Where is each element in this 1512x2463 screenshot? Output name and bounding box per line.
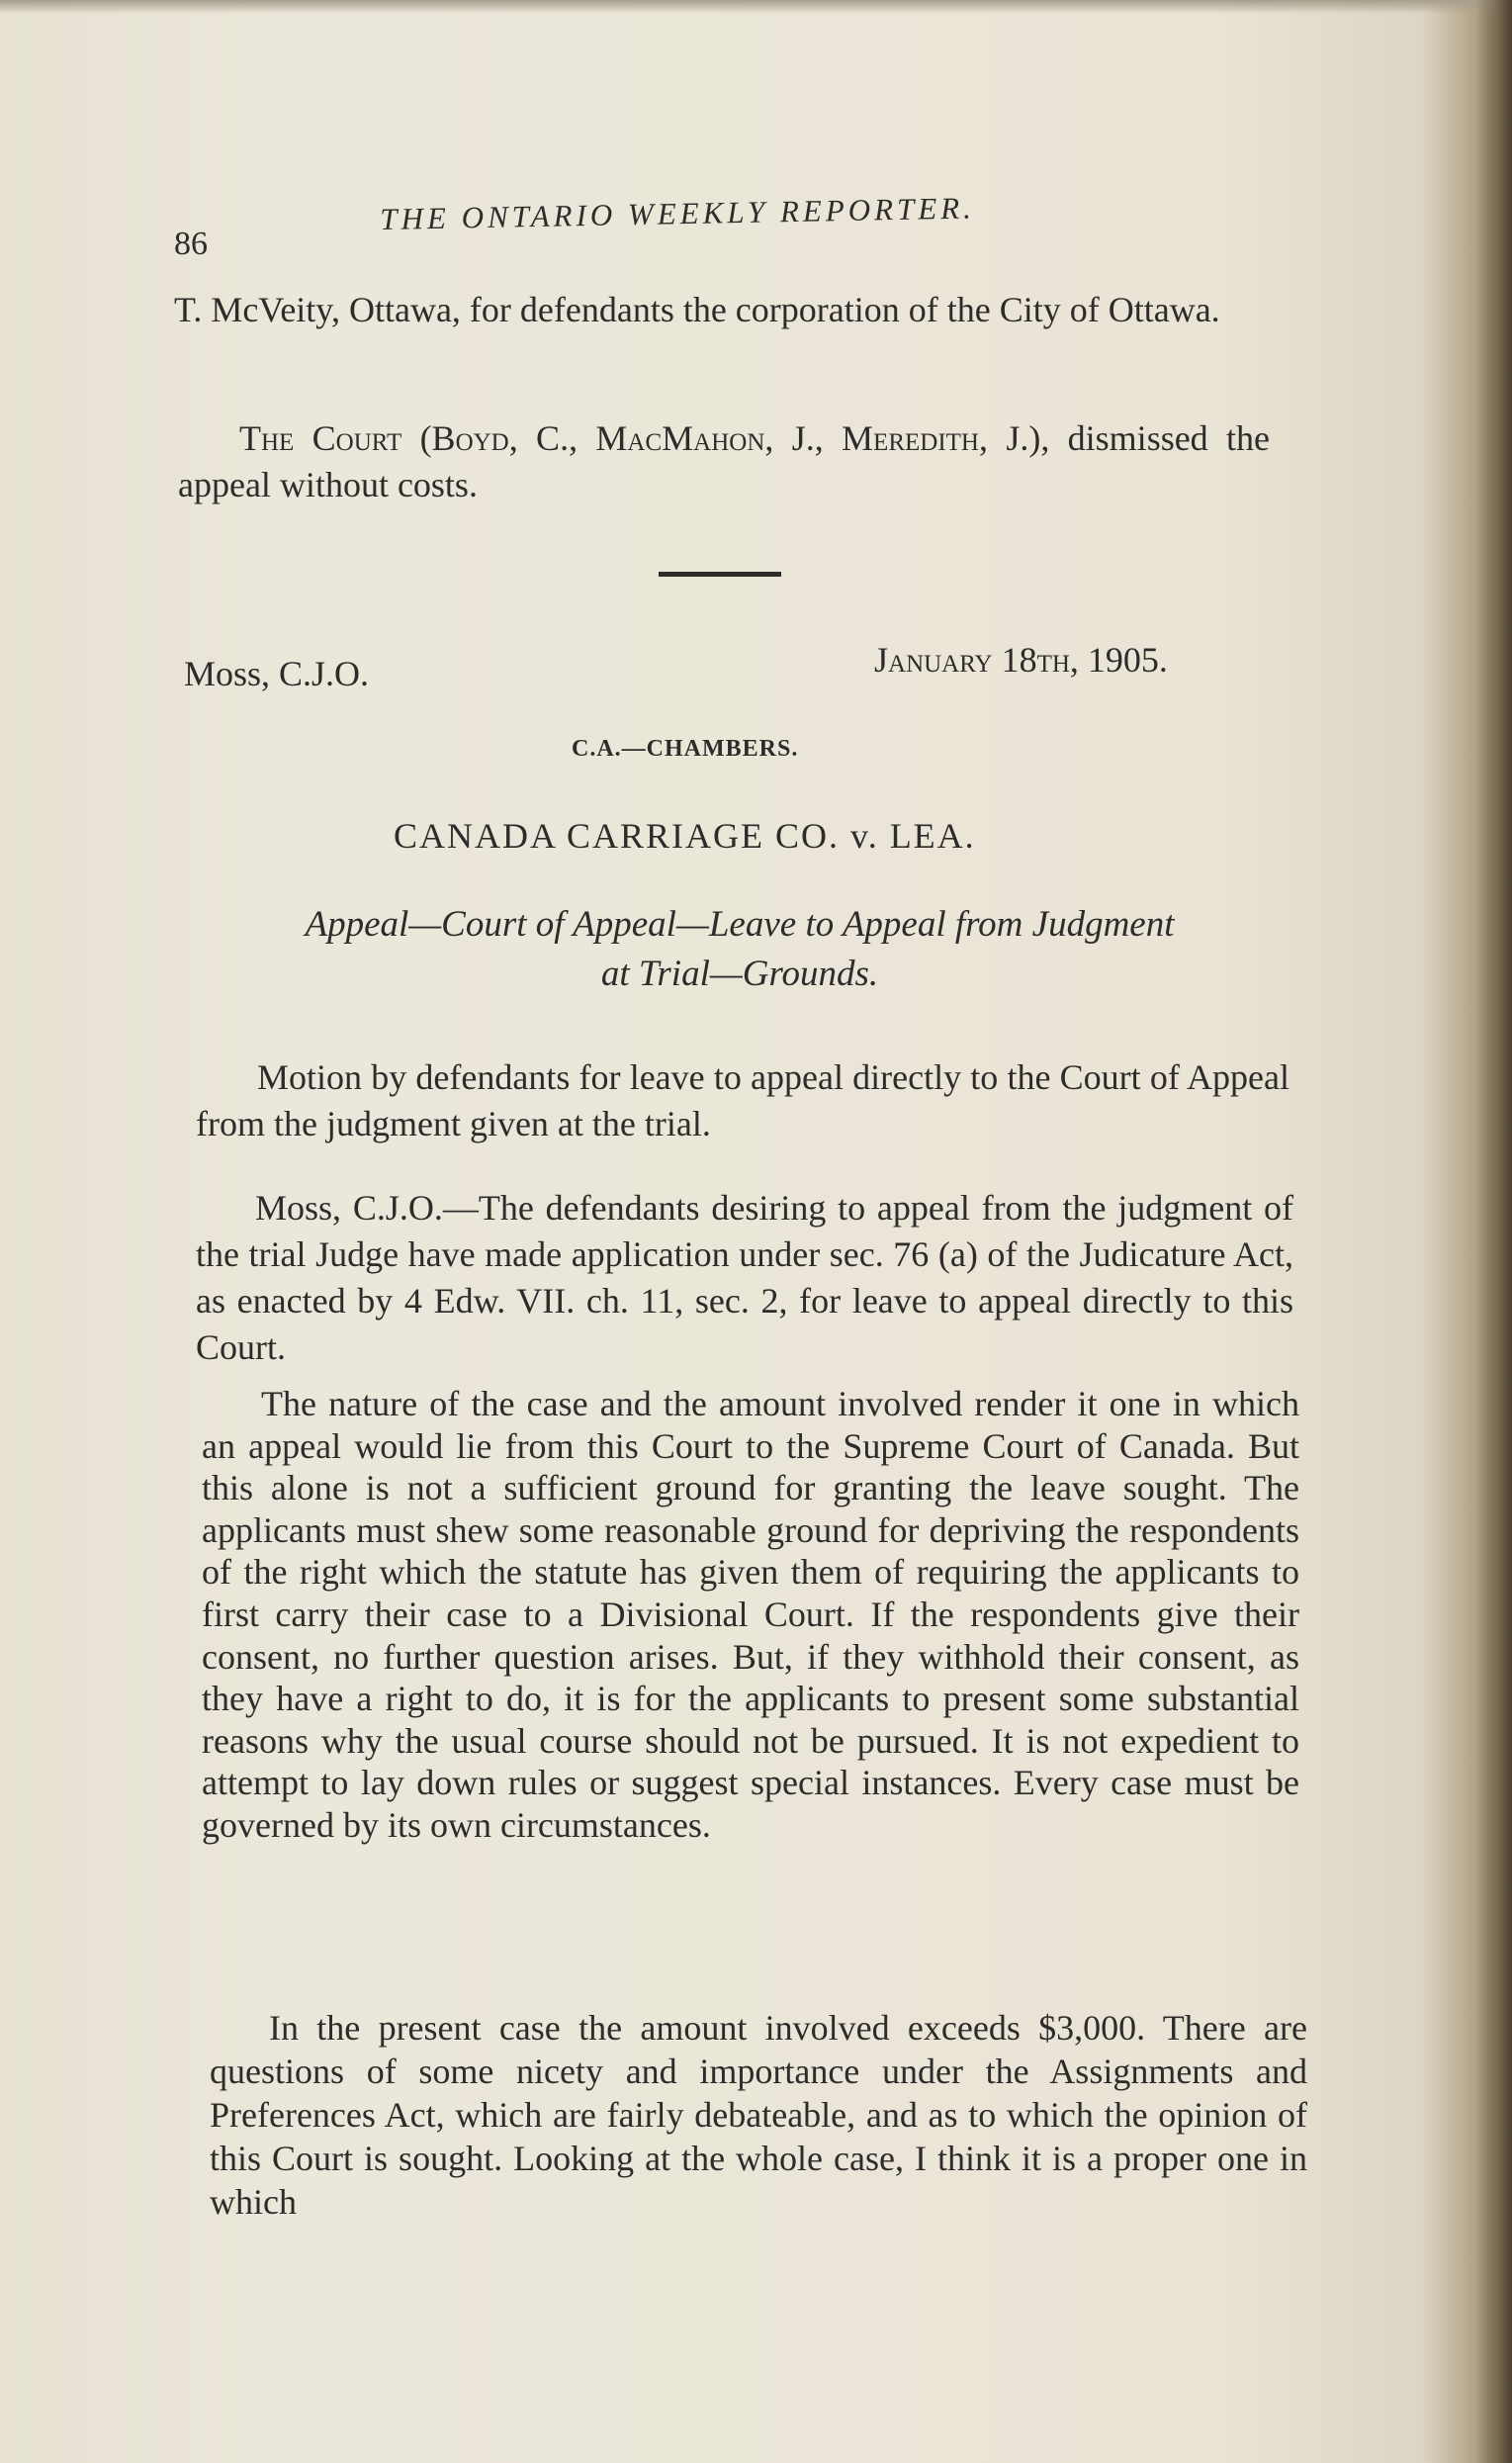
page-number: 86 <box>174 226 208 262</box>
motion-text: Motion by defendants for leave to appeal directly to the Court of Appeal from the judgment given at the trial. <box>196 1057 1290 1143</box>
counsel-paragraph: T. McVeity, Ottawa, for defendants the corporation of the City of Ottawa. <box>174 290 1220 329</box>
judgment-text: —The defendants desiring to appeal from the judgment of the trial Judge have made application under sec. 76 (a) of the Judicature Act, as enacted by 4 Edw. VII. ch. 11, sec. 2, for leave to appeal directly to this Court. <box>196 1188 1293 1367</box>
court-judges: (Boyd, C., MacMahon, J., Meredith, J.), <box>419 418 1050 458</box>
case-judge: Moss, C.J.O. <box>184 654 370 693</box>
motion-paragraph <box>196 1054 1290 1147</box>
headnote <box>194 900 1286 999</box>
present-case-text: In the present case the amount involved exceeds $3,000. There are questions of some nicety and importance under the Assignments and Preferences Act, which are fairly debateable, and as to which the opinion of this Court is sought. Looking at the whole case, I think it is a proper one in which <box>210 2008 1307 2222</box>
headnote-line-2: at Trial—Grounds. <box>600 954 879 994</box>
nature-text: The nature of the case and the amount involved render it one in which an appeal would lie from this Court to the Supreme Court of Canada. But this alone is not a sufficient ground for granting the leave sought. The applicants must shew some reasonable ground for depriving the respondents of the right which the statute has given them of requiring the applicants to first carry their case to a Divisional Court. If the respondents give their consent, no further question arises. But, if they withhold their consent, as they have a right to do, it is for the applicants to present some substantial reasons why the usual course should not be pursued. It is not expedient to attempt to lay down rules or suggest special instances. Every case must be governed by its own circumstances. <box>202 1384 1299 1845</box>
section-divider <box>659 572 781 577</box>
present-case-paragraph <box>210 2006 1307 2224</box>
court-heading: C.A.—CHAMBERS. <box>572 736 799 762</box>
judgment-judge: Moss, C.J.O. <box>255 1188 443 1228</box>
page-binding-edge <box>1476 0 1512 2463</box>
judgment-paragraph <box>196 1185 1293 1371</box>
running-title: THE ONTARIO WEEKLY REPORTER. <box>380 190 976 236</box>
case-title: CANADA CARRIAGE CO. v. LEA. <box>394 816 976 856</box>
headnote-line-1: Appeal—Court of Appeal—Leave to Appeal from Judgment <box>305 904 1175 945</box>
court-result: dismissed the appeal without costs. <box>178 418 1271 504</box>
court-lead: The Court <box>239 418 402 458</box>
page-top-shadow <box>0 0 1512 14</box>
court-disposition-paragraph <box>178 415 1270 508</box>
case-date: January 18th, 1905. <box>874 640 1168 680</box>
nature-paragraph <box>202 1383 1299 1847</box>
